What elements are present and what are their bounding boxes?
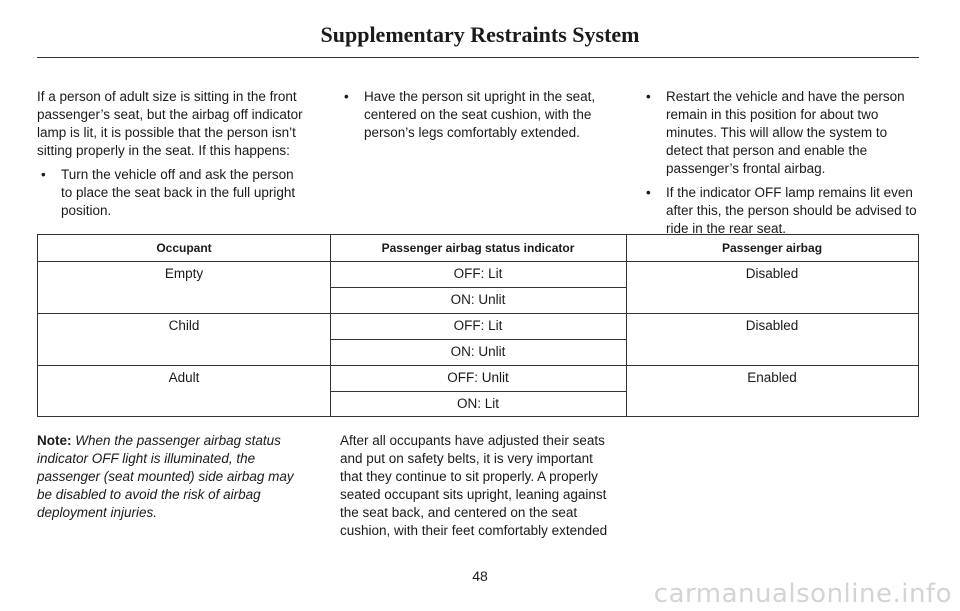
airbag-status-table [37,234,919,417]
table-cell-indicator: OFF: Lit [453,318,503,333]
note-text: When the passenger airbag status indicator OFF light is illuminated, the passenger (seat mounted) side airbag may be disabled to avoid the risk of airbag deployment injuries. [37,433,294,520]
list-item [340,88,612,142]
list-item-text: Restart the vehicle and have the person remain in this position for about two minutes. This will allow the system to detect that person and enable the passenger’s frontal airbag. [666,89,905,176]
list-item [642,88,920,178]
bullet-icon: • [646,89,651,104]
table-cell-occupant: Child [168,318,200,333]
intro-paragraph: If a person of adult size is sitting in the front passenger’s seat, but the airbag off indicator lamp is lit, it is possible that the person isn’t sitting properly in the seat. If this happens: [37,89,303,158]
table-cell-indicator: ON: Unlit [450,344,506,359]
seating-paragraph: After all occupants have adjusted their seats and put on safety belts, it is very important that they continue to sit properly. A properly seated occupant sits upright, leaning against the seat back, and centered on the seat cushion, with their feet comfortably extended [340,433,608,538]
table-cell-airbag: Disabled [745,318,799,333]
table-header-airbag: Passenger airbag [721,241,823,255]
list-item-text: Have the person sit upright in the seat, centered on the seat cushion, with the person’s legs comfortably extended. [364,89,596,140]
table-cell-indicator: OFF: Unlit [447,370,509,385]
header-divider [37,57,919,58]
table-header-occupant: Occupant [156,241,212,255]
intro-column [37,88,305,226]
table-cell-airbag: Disabled [745,266,799,281]
note-block [37,432,307,522]
table-cell-occupant: Empty [164,266,204,281]
page-title: Supplementary Restraints System [320,22,640,47]
table-cell-occupant: Adult [168,370,200,385]
watermark: carmanualsonline.info [653,579,952,609]
instructions-bullet-list [642,88,920,238]
table-cell-indicator: OFF: Lit [453,266,503,281]
list-item-text: Turn the vehicle off and ask the person to place the seat back in the full upright position. [61,167,296,218]
list-item-text: If the indicator OFF lamp remains lit even after this, the person should be advised to ride in the rear seat. [666,185,917,236]
note-label: Note: [37,433,72,448]
intro-bullet-list [37,166,305,220]
bullet-icon: • [344,89,349,104]
bullet-icon: • [41,167,46,182]
instructions-column-2 [340,88,612,148]
table-cell-airbag: Enabled [747,370,797,385]
list-item [642,184,920,238]
page-number: 48 [472,568,488,584]
table-cell-indicator: ON: Unlit [450,292,506,307]
bullet-icon: • [646,185,651,200]
instructions-column-3 [642,88,920,244]
table-header-indicator: Passenger airbag status indicator [381,241,575,255]
table-cell-indicator: ON: Lit [456,396,499,411]
instructions-bullet-list [340,88,612,142]
list-item [37,166,305,220]
